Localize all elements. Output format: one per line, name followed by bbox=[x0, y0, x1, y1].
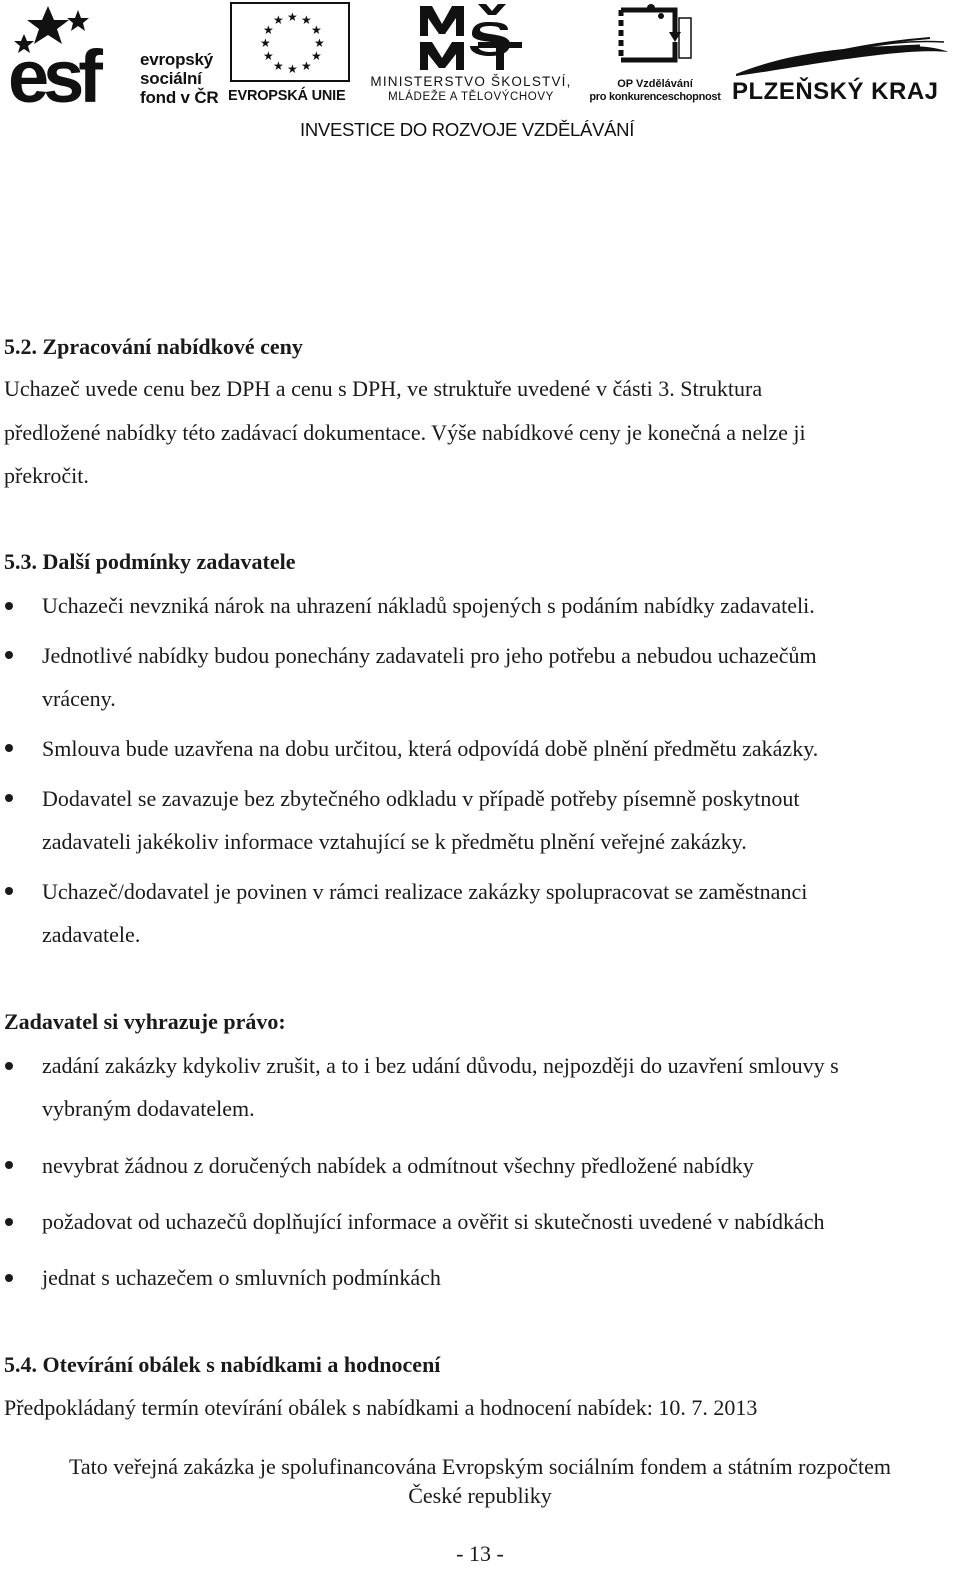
msmt-logo bbox=[362, 2, 580, 106]
svg-text:★: ★ bbox=[301, 59, 312, 73]
list-item: požadovat od uchazečů doplňující informace a ověřit si skutečnosti uvedené v nabídkách bbox=[42, 1209, 825, 1234]
list-item-continuation: vybraným dodavatelem. bbox=[42, 1096, 255, 1121]
svg-text:★: ★ bbox=[273, 13, 284, 27]
list-item-continuation: zadavatele. bbox=[42, 922, 141, 947]
page-number: - 13 - bbox=[456, 1541, 504, 1566]
eu-flag bbox=[230, 2, 350, 82]
list-item-continuation: vráceny. bbox=[42, 686, 116, 711]
rights-heading: Zadavatel si vyhrazuje právo: bbox=[4, 1009, 286, 1034]
op-vk-name-line1: OP Vzdělávání bbox=[617, 78, 693, 90]
bullet-icon bbox=[5, 1218, 13, 1226]
list-item: Uchazeč/dodavatel je povinen v rámci realizace zakázky spolupracovat se zaměstnanci bbox=[42, 879, 808, 904]
eu-stars-icon bbox=[232, 4, 348, 80]
op-vk-mark-icon bbox=[613, 2, 693, 76]
bullet-icon bbox=[5, 1062, 13, 1070]
paragraph-line: předložené nabídky této zadávací dokumentace. Výše nabídkové ceny je konečná a nelze ji bbox=[4, 420, 806, 445]
svg-text:★: ★ bbox=[287, 10, 298, 24]
bullet-icon bbox=[5, 794, 13, 802]
list-item: Smlouva bude uzavřena na dobu určitou, která odpovídá době plnění předmětu zakázky. bbox=[42, 736, 819, 761]
esf-name-line: sociální bbox=[140, 69, 202, 88]
eu-logo bbox=[228, 2, 356, 106]
section-52-heading: 5.2. Zpracování nabídkové ceny bbox=[4, 334, 303, 359]
bullet-icon bbox=[5, 1274, 13, 1282]
paragraph-line: Uchazeč uvede cenu bez DPH a cenu s DPH, ve struktuře uvedené v části 3. Struktura bbox=[4, 376, 763, 401]
bullet-icon bbox=[5, 602, 13, 610]
list-item: Uchazeči nevzniká nárok na uhrazení nákladů spojených s podáním nabídky zadavateli. bbox=[42, 593, 815, 618]
svg-text:★: ★ bbox=[287, 62, 298, 76]
footer-line: Tato veřejná zakázka je spolufinancována Evropským sociálním fondem a státním rozpočtem bbox=[69, 1454, 891, 1479]
paragraph-line: Předpokládaný termín otevírání obálek s nabídkami a hodnocení nabídek: 10. 7. 2013 bbox=[4, 1395, 758, 1420]
svg-text:★: ★ bbox=[314, 36, 325, 50]
esf-mark-icon bbox=[8, 4, 136, 104]
bullet-icon bbox=[5, 1161, 13, 1169]
eu-label: EVROPSKÁ UNIE bbox=[228, 88, 346, 104]
op-vk-logo bbox=[585, 2, 725, 106]
list-item: zadání zakázky kdykoliv zrušit, a to i bez udání důvodu, nejpozději do uzavření smlouvy s bbox=[42, 1053, 839, 1078]
svg-text:★: ★ bbox=[263, 23, 274, 37]
list-item: Dodavatel se zavazuje bez zbytečného odkladu v případě potřeby písemně poskytnout bbox=[42, 786, 800, 811]
plzensky-kraj-logo bbox=[730, 30, 952, 110]
plzensky-kraj-swoosh-icon bbox=[730, 30, 952, 78]
section-54-heading: 5.4. Otevírání obálek s nabídkami a hodnocení bbox=[4, 1352, 441, 1377]
svg-text:★: ★ bbox=[311, 49, 322, 63]
header-slogan: INVESTICE DO ROZVOJE VZDĚLÁVÁNÍ bbox=[300, 119, 635, 140]
list-item-continuation: zadavateli jakékoliv informace vztahující se k předmětu plnění veřejné zakázky. bbox=[42, 829, 747, 854]
footer-line: České republiky bbox=[408, 1483, 552, 1508]
esf-name bbox=[140, 50, 218, 107]
bullet-icon bbox=[5, 887, 13, 895]
op-vk-name-line2: pro konkurenceschopnost bbox=[589, 91, 721, 103]
svg-text:★: ★ bbox=[263, 49, 274, 63]
bullet-icon bbox=[5, 651, 13, 659]
msmt-name-line1: MINISTERSTVO ŠKOLSTVÍ, bbox=[370, 74, 572, 89]
esf-name-line: evropský bbox=[140, 50, 214, 69]
svg-text:★: ★ bbox=[311, 23, 322, 37]
list-item: jednat s uchazečem o smluvních podmínkách bbox=[42, 1265, 441, 1290]
bullet-icon bbox=[5, 744, 13, 752]
svg-text:esf: esf bbox=[8, 35, 97, 104]
esf-logo bbox=[8, 4, 223, 107]
list-item: nevybrat žádnou z doručených nabídek a odmítnout všechny předložené nabídky bbox=[42, 1153, 754, 1178]
svg-text:★: ★ bbox=[260, 36, 271, 50]
plzensky-kraj-label: PLZEŇSKÝ KRAJ bbox=[732, 78, 939, 105]
page-header bbox=[0, 0, 960, 150]
paragraph-line: překročit. bbox=[4, 463, 89, 488]
svg-text:★: ★ bbox=[301, 13, 312, 27]
section-53-heading: 5.3. Další podmínky zadavatele bbox=[4, 549, 296, 574]
svg-text:★: ★ bbox=[273, 59, 284, 73]
page-footer bbox=[0, 1452, 960, 1510]
msmt-name-line2: MLÁDEŽE A TĚLOVÝCHOVY bbox=[388, 91, 554, 103]
msmt-mark-icon bbox=[416, 2, 526, 72]
list-item: Jednotlivé nabídky budou ponechány zadavateli pro jeho potřebu a nebudou uchazečům bbox=[42, 643, 817, 668]
esf-name-line: fond v ČR bbox=[140, 88, 219, 107]
